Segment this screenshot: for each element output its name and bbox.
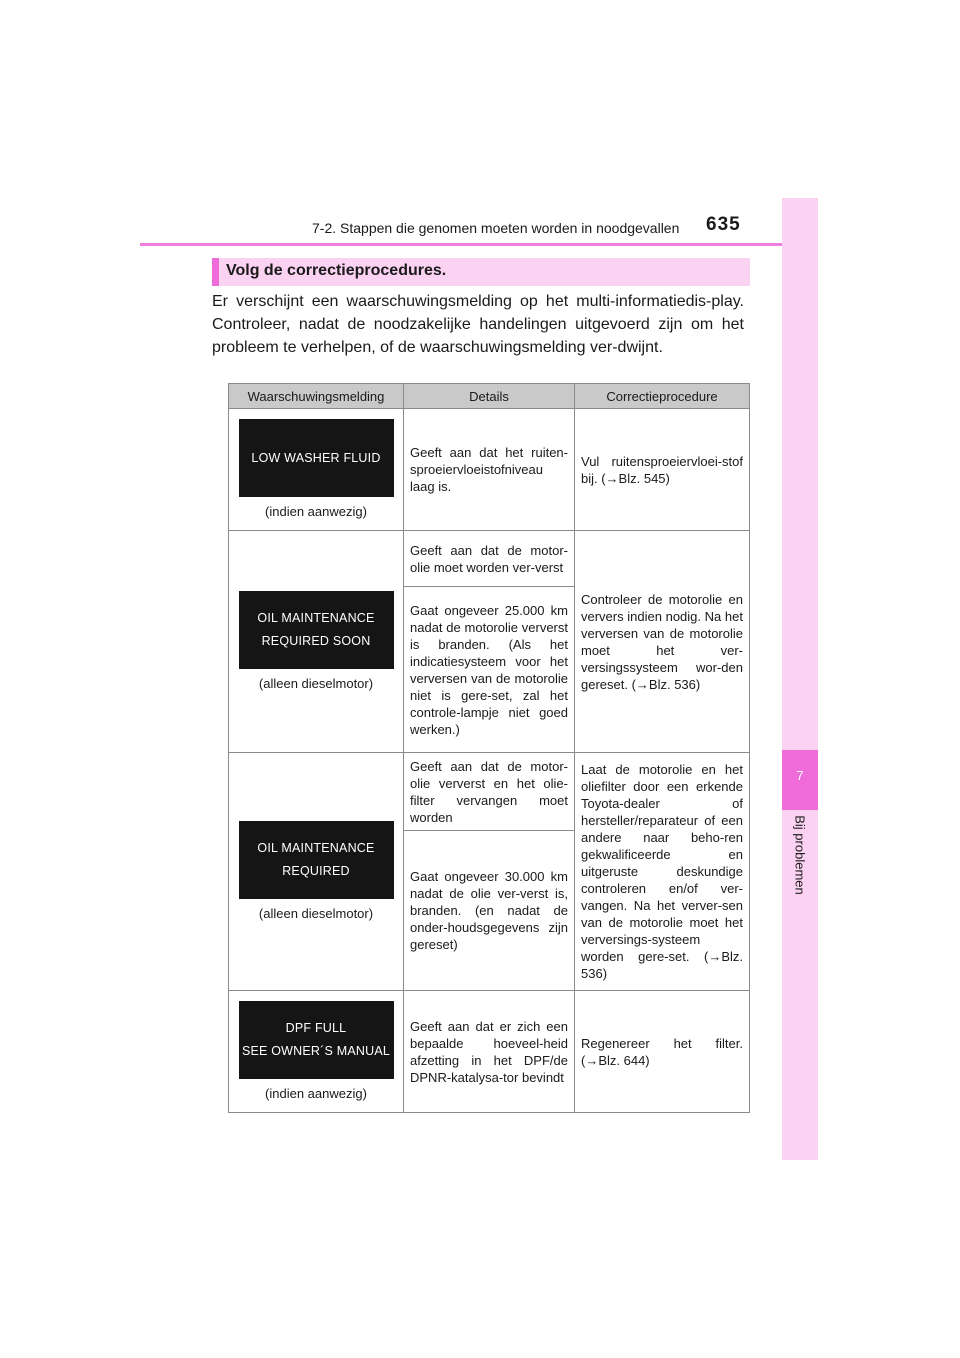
message-caption: (indien aanwezig) bbox=[265, 504, 367, 519]
table-header-row bbox=[229, 384, 750, 409]
chapter-label: Bij problemen bbox=[792, 815, 808, 895]
running-header: 7-2. Stappen die genomen moeten worden in noodgevallen bbox=[312, 220, 680, 236]
details-cell: Geeft aan dat de motor-olie moet worden ver-verst bbox=[404, 531, 575, 587]
message-caption: (alleen dieselmotor) bbox=[258, 676, 374, 691]
warning-display-image bbox=[239, 591, 394, 669]
correction-cell: Controleer de motorolie en ververs indien nodig. Na het verversen van de motorolie moet het ver-versingssysteem wor-den gereset. (→Blz. 536) bbox=[575, 531, 750, 753]
display-line: REQUIRED SOON bbox=[261, 634, 371, 648]
column-header-details: Details bbox=[404, 384, 575, 409]
display-line: REQUIRED bbox=[282, 864, 350, 878]
message-cell bbox=[229, 753, 404, 991]
table-row bbox=[229, 409, 750, 531]
section-banner-accent bbox=[212, 258, 219, 286]
details-cell: Geeft aan dat er zich een bepaalde hoeveel-heid afzetting in het DPF/de DPNR-katalysa-tor bevindt bbox=[404, 991, 575, 1113]
message-cell bbox=[229, 991, 404, 1113]
warning-display-image bbox=[239, 821, 394, 899]
details-cell: Gaat ongeveer 30.000 km nadat de olie ver-verst is, branden. (en nadat de onder-houdsgegevens zijn gereset) bbox=[404, 831, 575, 991]
section-banner bbox=[212, 258, 750, 286]
page-number: 635 bbox=[706, 214, 741, 235]
display-line: OIL MAINTENANCE bbox=[257, 841, 375, 855]
message-caption: (alleen dieselmotor) bbox=[258, 906, 374, 921]
details-cell: Gaat ongeveer 25.000 km nadat de motorolie ververst is branden. (Als het indicatiesysteem voor het verversen van de motorolie niet is gere-set, zal het controle-lampje niet goed werken.) bbox=[404, 587, 575, 753]
warning-display-image bbox=[239, 419, 394, 497]
correction-cell: Vul ruitensproeiervloei-stof bij. (→Blz. 545) bbox=[575, 409, 750, 531]
chapter-side-tab bbox=[782, 198, 818, 1160]
display-line: SEE OWNER´S MANUAL bbox=[241, 1044, 391, 1058]
display-line: OIL MAINTENANCE bbox=[257, 611, 375, 625]
chapter-number: 7 bbox=[796, 768, 804, 783]
message-cell bbox=[229, 409, 404, 531]
warning-display-image bbox=[239, 1001, 394, 1079]
section-title: Volg de correctieprocedures. bbox=[226, 262, 447, 279]
display-line: DPF FULL bbox=[285, 1021, 347, 1035]
warning-message-table bbox=[228, 383, 750, 1113]
message-caption: (indien aanwezig) bbox=[265, 1086, 367, 1101]
message-cell bbox=[229, 531, 404, 753]
correction-cell: Laat de motorolie en het oliefilter door een erkende Toyota-dealer of hersteller/reparateur of een andere naar beho-ren gekwalificeerde en uitgeruste deskundige controleren en/of ver-vangen. Na het verver-sen van de motorolie moet het verversings-systeem worden gere-set. (→Blz. 536) bbox=[575, 753, 750, 991]
table-row bbox=[229, 531, 750, 587]
column-header-message: Waarschuwingsmelding bbox=[229, 384, 404, 409]
details-cell: Geeft aan dat de motor-olie ververst en het olie-filter vervangen moet worden bbox=[404, 753, 575, 831]
details-cell: Geeft aan dat het ruiten-sproeiervloeistofniveau laag is. bbox=[404, 409, 575, 531]
header-rule bbox=[140, 243, 818, 246]
table-row bbox=[229, 753, 750, 831]
column-header-correction: Correctieprocedure bbox=[575, 384, 750, 409]
table-row bbox=[229, 991, 750, 1113]
intro-paragraph: Er verschijnt een waarschuwingsmelding op het multi-informatiedis-play. Controleer, nadat de noodzakelijke handelingen uitgevoerd zijn om het probleem te verhelpen, of de waarschuwingsmelding ver-dwijnt. bbox=[212, 293, 744, 356]
chapter-number-tab bbox=[782, 750, 818, 810]
correction-cell: Regenereer het filter. (→Blz. 644) bbox=[575, 991, 750, 1113]
display-line: LOW WASHER FLUID bbox=[251, 450, 381, 465]
